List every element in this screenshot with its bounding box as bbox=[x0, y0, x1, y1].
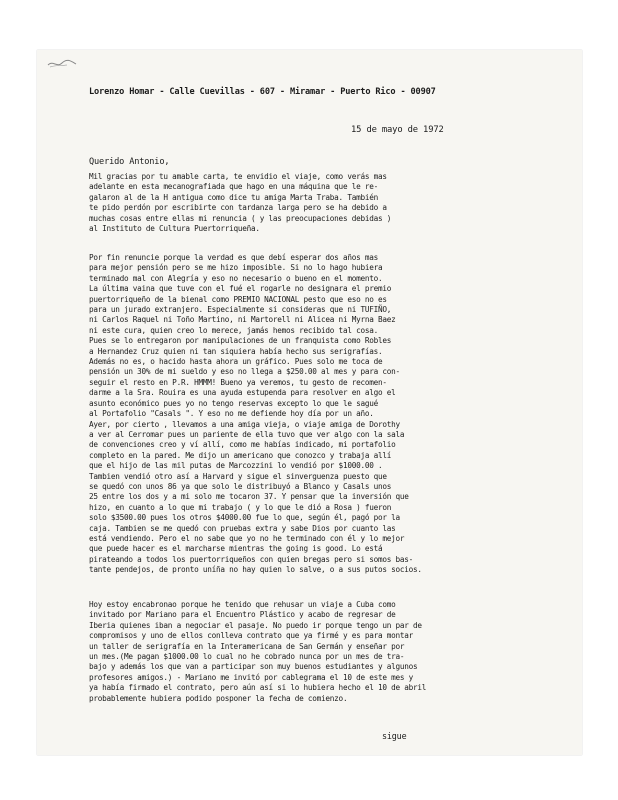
text-line: profesores amigos.) - Mariano me invitó por cablegrama el 10 de este mes y bbox=[89, 672, 413, 682]
text-line: hizo, en cuanto a lo que mi trabajo ( y lo que le dió a Rosa ) fueron bbox=[89, 502, 392, 512]
text-line: terminado mal con Alegría y eso no necesario o bueno en el momento. bbox=[89, 273, 383, 283]
text-line: Por fin renuncie porque la verdad es que debí esperar dos años mas bbox=[89, 253, 378, 262]
text-line: pensión un 30% de mi sueldo y eso no llega a $250.00 al mes y para con- bbox=[89, 367, 400, 377]
text-line: ni este cura, quien creo lo merece, jamás hemos recibido tal cosa. bbox=[89, 325, 378, 335]
text-line: a ver al Cerromar pues un pariente de ella tuvo que ver algo con la sala bbox=[89, 429, 405, 439]
text-line: que el hijo de las mil putas de Marcozzini lo vendió por $1000.00 . bbox=[89, 461, 383, 471]
text-line: Además no es, o hacido hasta ahora un gráfico. Pues solo me toca de bbox=[89, 357, 383, 367]
letter-page bbox=[37, 50, 582, 755]
text-line: Hoy estoy encabronao porque he tenido que rehusar un viaje a Cuba como bbox=[89, 600, 396, 609]
text-line: probablemente hubiera podido posponer la fecha de comienzo. bbox=[89, 693, 348, 703]
text-line: invitado por Mariano para el Encuentro Plástico y acabo de regresar de bbox=[89, 610, 396, 620]
text-line: 25 entre los dos y a mi solo me tocaron 37. Y pensar que la inversión que bbox=[89, 492, 409, 502]
text-line: Tambien vendió otro así a Harvard y sigue el sinverguenza puesto que bbox=[89, 471, 387, 481]
text-line: seguir el resto en P.R. HMMM! Bueno ya veremos, tu gesto de recomen- bbox=[89, 377, 387, 387]
text-line: completo en la pared. Me dijo un americano que conozco y trabaja allí bbox=[89, 450, 392, 460]
text-line: se quedó con unos 86 ya que solo le distribuyó a Blanco y Casals unos bbox=[89, 481, 392, 491]
text-line: darme a la Sra. Rouira es una ayuda estupenda para resolver en algo el bbox=[89, 388, 396, 398]
text-line: Mil gracias por tu amable carta, te envidio el viaje, como verás mas bbox=[89, 172, 387, 181]
text-line: muchas cosas entre ellas mi renuncia ( y las preocupaciones debidas ) bbox=[89, 213, 392, 223]
text-line: galaron al de la H antigua como dice tu amiga Marta Traba. También bbox=[89, 192, 378, 202]
text-line: Ayer, por cierto , llevamos a una amiga vieja, o viaje amiga de Dorothy bbox=[89, 419, 400, 429]
text-line: al Portafolio "Casals ". Y eso no me defiende hoy día por un año. bbox=[89, 409, 374, 419]
paragraph-2 bbox=[89, 253, 569, 576]
text-line: puertorriqueño de la bienal como PREMIO NACIONAL pesto que eso no es bbox=[89, 294, 387, 304]
text-line: pirateando a todos los puertorriqueños con quien bregas pero si somos bas- bbox=[89, 554, 413, 564]
text-line: asunto económico pues yo no tengo reservas excepto lo que le sagué bbox=[89, 398, 378, 408]
text-line: al Instituto de Cultura Puertorriqueña. bbox=[89, 224, 260, 234]
pencil-scribble-mark bbox=[47, 56, 77, 70]
letter-date: 15 de mayo de 1972 bbox=[351, 125, 444, 135]
text-line: Pues se lo entregaron por manipulaciones de un franquista como Robles bbox=[89, 336, 392, 346]
text-line: ni Carlos Raquel ni Toño Martino, ni Martorell ni Alicea ni Myrna Baez bbox=[89, 315, 396, 325]
text-line: un mes.(Me pagan $1000.00 lo cual no he cobrado nunca por un mes de tra- bbox=[89, 652, 405, 662]
letter-salutation: Querido Antonio, bbox=[89, 157, 170, 167]
text-line: adelante en esta mecanografiada que hago en una máquina que le re- bbox=[89, 182, 378, 192]
text-line: tante pendejos, de pronto uníña no hay quien lo salve, o a sus putos socios. bbox=[89, 565, 422, 575]
text-line: a Hernandez Cruz quien ni tan siquiera había hecho sus serigrafías. bbox=[89, 346, 383, 356]
text-line: La última vaina que tuve con el fué el rogarle no designara el premio bbox=[89, 284, 392, 294]
text-line: que puede hacer es el marcharse mientras the going is good. Lo está bbox=[89, 544, 383, 554]
continuation-note: sigue bbox=[382, 731, 407, 741]
text-line: bajo y además los que van a participar son muy buenos estudiantes y algunos bbox=[89, 662, 418, 672]
text-line: para mejor pensión pero se me hizo imposible. Si no lo hago hubiera bbox=[89, 263, 383, 273]
text-line: solo $3500.00 pues los otros $4000.00 fue lo que, según él, pagó por la bbox=[89, 513, 400, 523]
text-line: te pido perdón por escribirte con tardanza larga pero se ha debido a bbox=[89, 203, 387, 213]
paragraph-1 bbox=[89, 172, 569, 234]
letter-header-address: Lorenzo Homar - Calle Cuevillas - 607 - Miramar - Puerto Rico - 00907 bbox=[89, 87, 436, 97]
text-line: para un jurado extranjero. Especialmente si consideras que ni TUFIÑO, bbox=[89, 305, 392, 315]
text-line: Iberia quienes iban a negociar el pasaje. No puedo ir porque tengo un par de bbox=[89, 620, 422, 630]
text-line: un taller de serigrafía en la Interamericana de San Germán y enseñar por bbox=[89, 641, 405, 651]
text-line: está vendiendo. Pero el no sabe que yo no he terminado con él y lo mejor bbox=[89, 533, 405, 543]
text-line: compromisos y uno de ellos conlleva contrato que ya firmé y es para montar bbox=[89, 631, 413, 641]
text-line: ya había firmado el contrato, pero aún así si lo hubiera hecho el 10 de abril bbox=[89, 683, 427, 693]
text-line: caja. Tambien se me quedó con pruebas extra y sabe Dios por cuanto las bbox=[89, 523, 396, 533]
text-line: de convenciones creo y ví allí, como me habías indicado, mi portafolio bbox=[89, 440, 396, 450]
paragraph-3 bbox=[89, 600, 569, 704]
